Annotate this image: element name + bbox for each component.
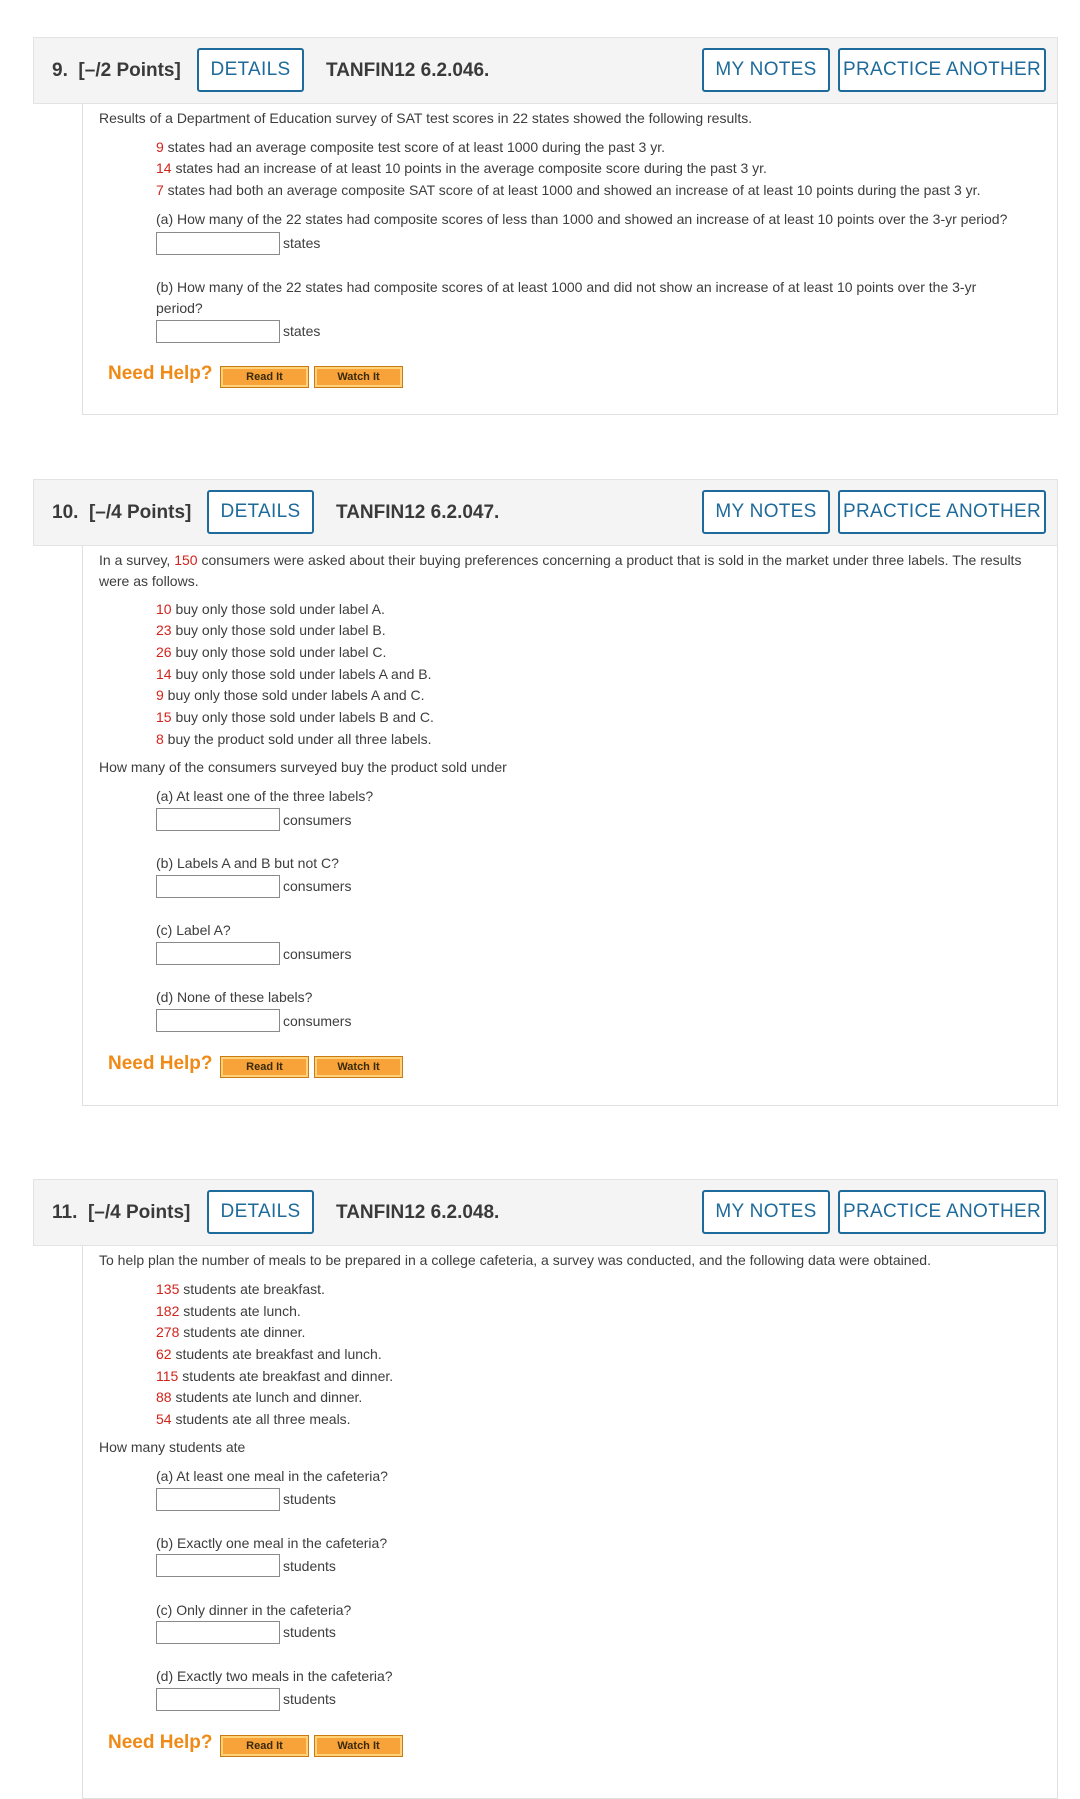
q11-part-d-unit: students <box>283 1691 336 1707</box>
q11-my-notes-button[interactable]: MY NOTES <box>702 1190 830 1234</box>
q11-part-c-unit: students <box>283 1624 336 1640</box>
q11-watch-it-button[interactable]: Watch It <box>314 1735 403 1757</box>
q10-part-b-answer-input[interactable] <box>156 875 280 898</box>
q11-part-d-answer-input[interactable] <box>156 1688 280 1711</box>
q10-header <box>33 479 1058 546</box>
q9-intro: Results of a Department of Education survey of SAT test scores in 22 states showed the following results. <box>99 110 753 126</box>
q11-fact: 135 students ate breakfast. <box>156 1281 325 1297</box>
q9-part-a-unit: states <box>283 235 321 251</box>
q9-watch-it-button[interactable]: Watch It <box>314 366 403 388</box>
q11-part-c-question: (c) Only dinner in the cafeteria? <box>156 1602 352 1618</box>
q10-fact: 26 buy only those sold under label C. <box>156 644 387 660</box>
q10-fact: 8 buy the product sold under all three labels. <box>156 731 432 747</box>
q10-part-a-question: (a) At least one of the three labels? <box>156 788 374 804</box>
q11-practice-another-button[interactable]: PRACTICE ANOTHER <box>838 1190 1046 1234</box>
q10-part-c-unit: consumers <box>283 946 352 962</box>
q10-part-b-question: (b) Labels A and B but not C? <box>156 855 339 871</box>
q10-my-notes-button[interactable]: MY NOTES <box>702 490 830 534</box>
q9-header <box>33 37 1058 104</box>
q9-fact: 9 states had an average composite test score of at least 1000 during the past 3 yr. <box>156 139 665 155</box>
q9-my-notes-button[interactable]: MY NOTES <box>702 48 830 92</box>
q10-number: 10. [–/4 Points] <box>52 502 192 523</box>
q9-part-b-answer-input[interactable] <box>156 320 280 343</box>
q11-header <box>33 1179 1058 1246</box>
q10-question: How many of the consumers surveyed buy the product sold under <box>99 759 507 775</box>
q10-code: TANFIN12 6.2.047. <box>336 502 500 523</box>
q11-code: TANFIN12 6.2.048. <box>336 1202 500 1223</box>
q11-intro: To help plan the number of meals to be prepared in a college cafeteria, a survey was conducted, and the following data were obtained. <box>99 1252 931 1268</box>
q9-number: 9. [–/2 Points] <box>52 60 181 81</box>
q10-part-d-unit: consumers <box>283 1013 352 1029</box>
q11-fact: 115 students ate breakfast and dinner. <box>156 1368 394 1384</box>
q9-practice-another-button[interactable]: PRACTICE ANOTHER <box>838 48 1046 92</box>
q10-details-button[interactable]: DETAILS <box>207 490 314 534</box>
q10-body <box>82 546 1058 1106</box>
q10-watch-it-button[interactable]: Watch It <box>314 1056 403 1078</box>
q9-part-b-unit: states <box>283 323 321 339</box>
q11-fact: 182 students ate lunch. <box>156 1303 301 1319</box>
q10-practice-another-button[interactable]: PRACTICE ANOTHER <box>838 490 1046 534</box>
q11-part-b-answer-input[interactable] <box>156 1554 280 1577</box>
q10-part-d-question: (d) None of these labels? <box>156 989 313 1005</box>
q9-fact: 14 states had an increase of at least 10 points in the average composite score during the past 3 yr. <box>156 160 767 176</box>
q10-intro: In a survey, 150 consumers were asked about their buying preferences concerning a product that is sold in the market under three labels. The results <box>99 552 1022 568</box>
q10-part-d-answer-input[interactable] <box>156 1009 280 1032</box>
q10-fact: 10 buy only those sold under label A. <box>156 601 385 617</box>
q9-details-button[interactable]: DETAILS <box>197 48 304 92</box>
q11-fact: 54 students ate all three meals. <box>156 1411 351 1427</box>
q9-part-a-question: (a) How many of the 22 states had composite scores of less than 1000 and showed an increase of at least 10 points over the 3-yr period? <box>156 211 1008 227</box>
q11-part-a-unit: students <box>283 1491 336 1507</box>
q9-need-help: Need Help? <box>108 363 213 384</box>
q10-intro-cont: were as follows. <box>99 573 199 589</box>
q11-read-it-button[interactable]: Read It <box>220 1735 309 1757</box>
q10-part-a-unit: consumers <box>283 812 352 828</box>
q11-part-d-question: (d) Exactly two meals in the cafeteria? <box>156 1668 393 1684</box>
q11-part-a-answer-input[interactable] <box>156 1488 280 1511</box>
q11-body <box>82 1246 1058 1799</box>
q11-part-a-question: (a) At least one meal in the cafeteria? <box>156 1468 388 1484</box>
q11-number: 11. [–/4 Points] <box>52 1202 191 1223</box>
q11-fact: 88 students ate lunch and dinner. <box>156 1389 363 1405</box>
q11-part-c-answer-input[interactable] <box>156 1621 280 1644</box>
q9-body <box>82 104 1058 415</box>
q9-read-it-button[interactable]: Read It <box>220 366 309 388</box>
q9-code: TANFIN12 6.2.046. <box>326 60 490 81</box>
q11-part-b-question: (b) Exactly one meal in the cafeteria? <box>156 1535 388 1551</box>
q10-fact: 15 buy only those sold under labels B and C. <box>156 709 434 725</box>
q10-read-it-button[interactable]: Read It <box>220 1056 309 1078</box>
q9-fact: 7 states had both an average composite SAT score of at least 1000 and showed an increase of at least 10 points during the past 3 yr. <box>156 182 981 198</box>
q9-part-b-question: (b) How many of the 22 states had composite scores of at least 1000 and did not show an increase of at least 10 points over the 3-yr <box>156 279 977 295</box>
q11-need-help: Need Help? <box>108 1732 213 1753</box>
q11-part-b-unit: students <box>283 1558 336 1574</box>
q10-need-help: Need Help? <box>108 1053 213 1074</box>
q9-part-b-question-cont: period? <box>156 300 203 316</box>
q11-question: How many students ate <box>99 1439 246 1455</box>
q10-fact: 14 buy only those sold under labels A and B. <box>156 666 432 682</box>
q9-part-a-answer-input[interactable] <box>156 232 280 255</box>
q11-fact: 62 students ate breakfast and lunch. <box>156 1346 382 1362</box>
q10-part-c-answer-input[interactable] <box>156 942 280 965</box>
q10-fact: 23 buy only those sold under label B. <box>156 622 386 638</box>
q11-fact: 278 students ate dinner. <box>156 1324 306 1340</box>
q10-part-c-question: (c) Label A? <box>156 922 231 938</box>
q10-part-b-unit: consumers <box>283 878 352 894</box>
q10-part-a-answer-input[interactable] <box>156 808 280 831</box>
q11-details-button[interactable]: DETAILS <box>207 1190 314 1234</box>
q10-fact: 9 buy only those sold under labels A and C. <box>156 687 425 703</box>
